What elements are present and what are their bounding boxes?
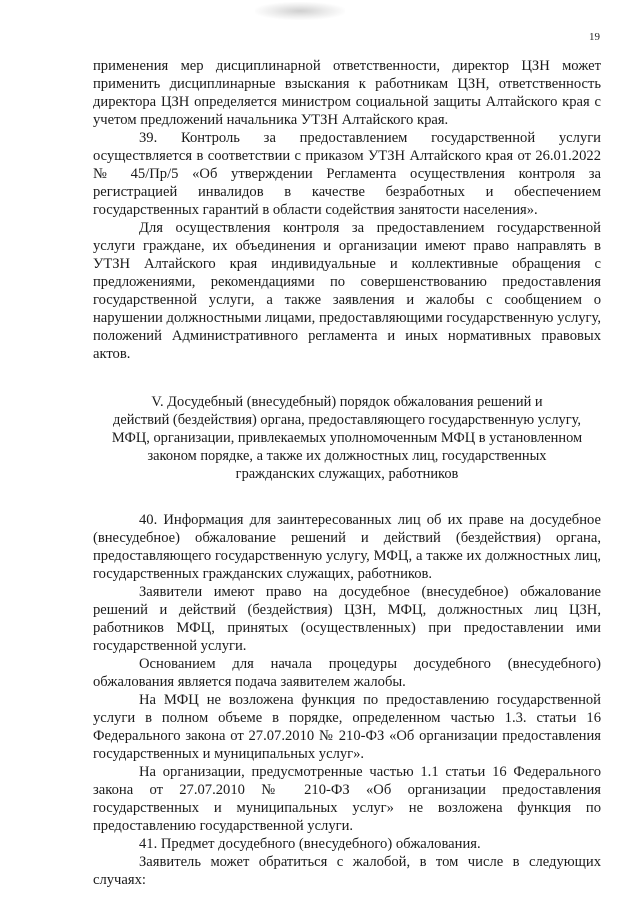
stamp-mark xyxy=(255,2,345,20)
heading-line: законом порядке, а также их должностных лиц, государственных xyxy=(147,448,547,464)
section-heading xyxy=(93,393,601,483)
paragraph-40: 40. Информация для заинтересованных лиц об их праве на досудебное (внесудебное) обжалование решений и действий (бездействия) органа, предоставляющего государственную услугу, МФЦ, а также их должностных лиц, государственных гражданских служащих, работников. xyxy=(93,512,601,582)
document-body xyxy=(93,57,601,889)
heading-line: гражданских служащих, работников xyxy=(235,466,459,482)
heading-line: МФЦ, организации, привлекаемых уполномоченным МФЦ в установленном xyxy=(111,430,583,446)
paragraph-cases: Заявитель может обратиться с жалобой, в том числе в следующих случаях: xyxy=(93,854,601,888)
paragraph-continuation: применения мер дисциплинарной ответственности, директор ЦЗН может применить дисциплинарные взыскания к работникам ЦЗН, ответственность директора ЦЗН определяется министром социальной защиты Алтайского края с учетом предложений начальника УТЗН Алтайского края. xyxy=(93,58,601,128)
heading-line: действий (бездействия) органа, предоставляющего государственную услугу, xyxy=(113,412,581,428)
paragraph-mfc: На МФЦ не возложена функция по предоставлению государственной услуги в полном объеме в порядке, определенном частью 1.3. статьи 16 Федерального закона от 27.07.2010 № 210-ФЗ «Об организации предоставления государственных и муниципальных услуг». xyxy=(93,692,601,762)
paragraph-39: 39. Контроль за предоставлением государственной услуги осуществляется в соответствии с приказом УТЗН Алтайского края от 26.01.2022 № 45/Пр/5 «Об утверждении Регламента осуществления контроля за регистрацией инвалидов в качестве безработных и обеспечением государственных гарантий в области содействия занятости населения». xyxy=(93,130,601,218)
heading-line: V. Досудебный (внесудебный) порядок обжалования решений и xyxy=(151,394,543,410)
paragraph-organizations: На организации, предусмотренные частью 1.1 статьи 16 Федерального закона от 27.07.2010 № 210-ФЗ «Об организации предоставления государственных и муниципальных услуг» не возложена функция по предоставлению государственной услуги. xyxy=(93,764,601,834)
paragraph-basis: Основанием для начала процедуры досудебного (внесудебного) обжалования является подача заявителем жалобы. xyxy=(93,656,601,690)
paragraph-applicants-right: Заявители имеют право на досудебное (внесудебное) обжалование решений и действий (бездействия) ЦЗН, МФЦ, должностных лиц ЦЗН, работников МФЦ, принятых (осуществленных) при предоставлении ими государственной услуги. xyxy=(93,584,601,654)
paragraph-control-rights: Для осуществления контроля за предоставлением государственной услуги граждане, их объединения и организации имеют право направлять в УТЗН Алтайского края индивидуальные и коллективные обращения с предложениями, рекомендациями по совершенствованию предоставления государственной услуги, а также заявления и жалобы с сообщением о нарушении должностными лицами, предоставляющими государственную услугу, положений Административного регламента и иных нормативных правовых актов. xyxy=(93,220,601,362)
page-number: 19 xyxy=(589,31,600,43)
paragraph-41: 41. Предмет досудебного (внесудебного) обжалования. xyxy=(139,836,481,852)
